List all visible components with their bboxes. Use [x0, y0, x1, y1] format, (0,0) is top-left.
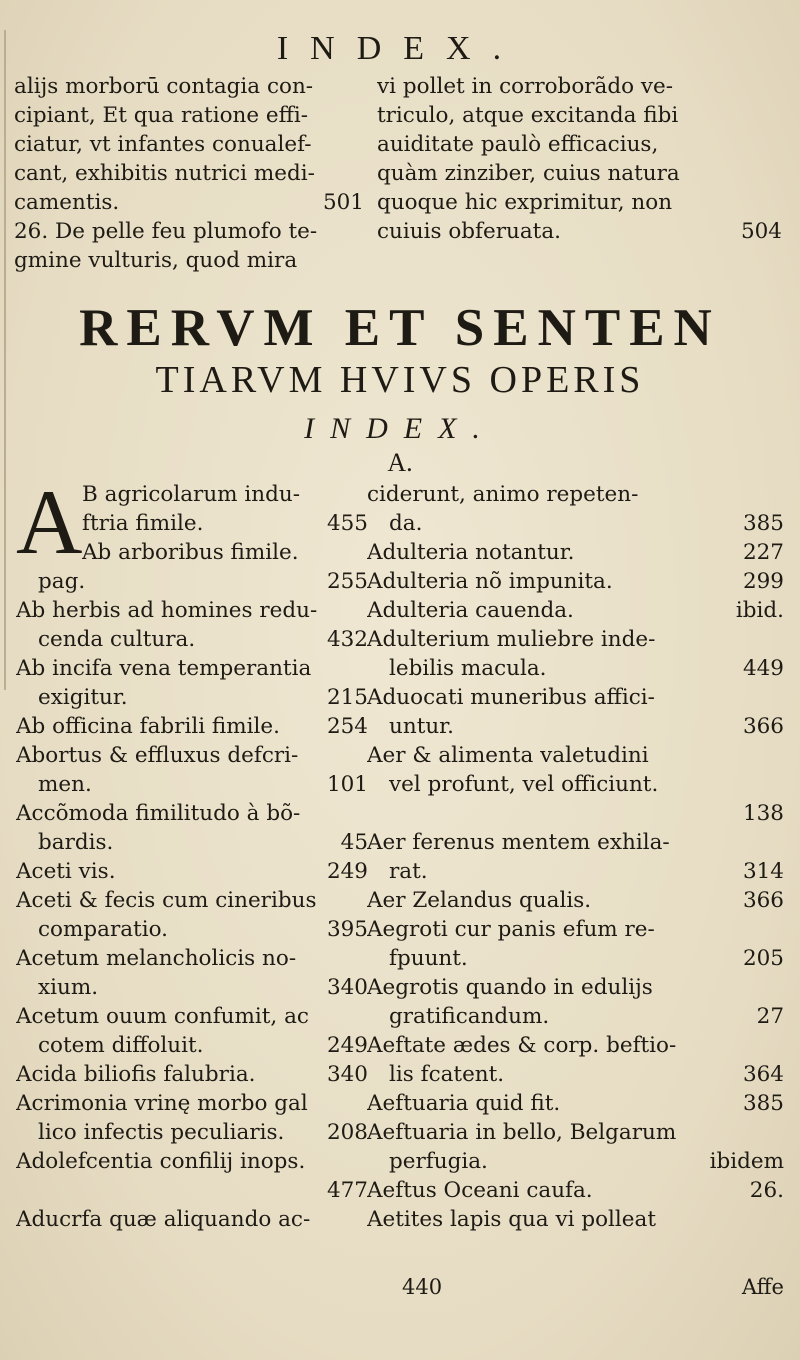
page-reference: 366	[742, 714, 784, 739]
previous-index-left-column	[14, 72, 364, 275]
index-entry-line	[16, 596, 368, 625]
page-reference: 340	[326, 975, 368, 1000]
entry-text: Aduocati muneribus affici-	[367, 685, 655, 710]
entry-text: B agricolarum indu-	[82, 482, 300, 507]
entry-text: fpuunt.	[389, 946, 468, 971]
index-entry-line	[82, 509, 368, 538]
entry-text: Adulteria notantur.	[367, 540, 575, 565]
page-reference: 255	[326, 569, 368, 594]
entry-text: Aeftuaria quid fit.	[367, 1091, 561, 1116]
index-entry-line	[367, 973, 784, 1002]
entry-text: Ab herbis ad homines redu-	[16, 598, 318, 623]
page-reference: 366	[742, 888, 784, 913]
index-entry-line	[367, 944, 784, 973]
index-entry-line	[16, 654, 368, 683]
entry-text: men.	[38, 772, 92, 797]
section-title-line3: INDEX.	[304, 412, 496, 445]
index-entry-line	[367, 886, 784, 915]
entry-text: Adulteria cauenda.	[367, 598, 574, 623]
entry-text: vi pollet in corroborãdo ve-	[377, 74, 674, 99]
entry-text: Adulteria nõ impunita.	[367, 569, 613, 594]
entry-text: Aducrfa quæ aliquando ac-	[16, 1207, 311, 1232]
entry-text: exigitur.	[38, 685, 128, 710]
index-entry-line	[367, 1205, 784, 1234]
index-entry-line	[377, 159, 782, 188]
entry-text: lico infectis peculiaris.	[38, 1120, 285, 1145]
index-entry-line	[16, 683, 368, 712]
index-entry-line	[16, 1205, 368, 1234]
index-entry-line	[16, 741, 368, 770]
entry-text: Aeftate ædes & corp. beftio-	[367, 1033, 677, 1058]
entry-text: camentis.	[14, 190, 120, 215]
entry-text: ftria fimile.	[82, 511, 204, 536]
previous-index-right-column	[377, 72, 782, 246]
entry-text: Aegroti cur panis efum re-	[367, 917, 655, 942]
entry-text: bardis.	[38, 830, 114, 855]
index-entry-line	[16, 828, 368, 857]
page-reference: ibid.	[735, 598, 784, 623]
index-entry-line	[16, 915, 368, 944]
index-entry-line	[16, 799, 368, 828]
index-entry-line	[367, 596, 784, 625]
index-entry-line	[367, 857, 784, 886]
entry-text: lis fcatent.	[389, 1062, 505, 1087]
index-entry-line	[367, 915, 784, 944]
page-reference: 45	[340, 830, 368, 855]
entry-text: Abortus & effluxus defcri-	[16, 743, 299, 768]
entry-text: untur.	[389, 714, 454, 739]
index-entry-line	[16, 770, 368, 799]
page-reference: 455	[326, 511, 368, 536]
page-reference: 432	[326, 627, 368, 652]
entry-text: Aceti & fecis cum cineribus	[16, 888, 317, 913]
entry-text: Aceti vis.	[16, 859, 116, 884]
entry-text: auiditate paulò efficacius,	[377, 132, 659, 157]
index-entry-line	[367, 1031, 784, 1060]
entry-text: cipiant, Et qua ratione effi-	[14, 103, 309, 128]
entry-text: Acrimonia vrinę morbo gal	[16, 1091, 308, 1116]
index-entry-line	[16, 1147, 368, 1176]
entry-text: lebilis macula.	[389, 656, 547, 681]
page-reference: 299	[742, 569, 784, 594]
index-entry-line	[367, 625, 784, 654]
entry-text: ciderunt, animo repeten-	[367, 482, 639, 507]
index-entry-line	[377, 217, 782, 246]
page-reference: 364	[742, 1062, 784, 1087]
index-entry-line	[367, 538, 784, 567]
index-left-column	[16, 471, 368, 1234]
index-entry-line	[14, 72, 364, 101]
index-entry-line	[377, 72, 782, 101]
entry-text: Aeftus Oceani caufa.	[367, 1178, 593, 1203]
index-entry-line	[16, 857, 368, 886]
index-entry-line	[82, 538, 368, 567]
index-entry-line	[16, 1118, 368, 1147]
page-reference: 26.	[749, 1178, 784, 1203]
entry-text: cuiuis obferuata.	[377, 219, 561, 244]
entry-text: Accõmoda fimilitudo à bõ-	[16, 801, 301, 826]
drop-cap: A	[16, 471, 83, 573]
index-entry-line	[367, 654, 784, 683]
entry-text: Ab officina fabrili fimile.	[16, 714, 280, 739]
page-reference: 340	[326, 1062, 368, 1087]
index-entry-line	[367, 741, 784, 770]
index-entry-line	[367, 770, 784, 799]
page-reference: 395	[326, 917, 368, 942]
index-entry-line	[367, 1089, 784, 1118]
index-entry-line	[16, 973, 368, 1002]
entry-text: perfugia.	[389, 1149, 488, 1174]
index-entry-line	[14, 217, 364, 246]
entry-text: Ab arboribus fimile.	[82, 540, 299, 565]
entry-text: cenda cultura.	[38, 627, 196, 652]
index-entry-line	[367, 1176, 784, 1205]
entry-text: vel profunt, vel officiunt.	[389, 772, 659, 797]
entry-text: xium.	[38, 975, 99, 1000]
entry-text: Acetum melancholicis no-	[16, 946, 297, 971]
index-entry-line	[367, 567, 784, 596]
entry-text: cant, exhibitis nutrici medi-	[14, 161, 315, 186]
index-entry-line	[367, 1147, 784, 1176]
page-reference: 208	[326, 1120, 368, 1145]
page-reference: ibidem	[709, 1149, 784, 1174]
entry-text: gratificandum.	[389, 1004, 550, 1029]
footer-number: 440	[402, 1275, 443, 1299]
page-reference: 249	[326, 859, 368, 884]
page-reference: 138	[742, 801, 784, 826]
index-entry-line	[16, 1089, 368, 1118]
section-title-line1: RERVM ET SENTEN	[79, 299, 721, 357]
index-entry-line	[367, 509, 784, 538]
index-entry-line	[16, 712, 368, 741]
section-letter: A.	[387, 448, 413, 477]
index-right-column	[367, 480, 784, 1234]
index-entry-line	[367, 712, 784, 741]
index-entry-line	[367, 1002, 784, 1031]
page-reference: 385	[742, 511, 784, 536]
page-reference: 477	[326, 1178, 368, 1203]
index-entry-line	[367, 1060, 784, 1089]
entry-text: Aer ferenus mentem exhila-	[367, 830, 670, 855]
index-entry-line	[367, 1118, 784, 1147]
index-entry-line	[16, 567, 368, 596]
entry-text: gmine vulturis, quod mira	[14, 248, 298, 273]
page-reference: 205	[742, 946, 784, 971]
index-entry-line	[16, 1176, 368, 1205]
index-entry-line	[14, 130, 364, 159]
index-entry-line	[14, 188, 364, 217]
entry-text: da.	[389, 511, 423, 536]
page-reference: 504	[740, 219, 782, 244]
index-entry-line	[367, 799, 784, 828]
entry-text: 26. De pelle feu plumofo te-	[14, 219, 318, 244]
entry-text: Aeftuaria in bello, Belgarum	[367, 1120, 677, 1145]
entry-text: ciatur, vt infantes conualef-	[14, 132, 312, 157]
page-reference: 249	[326, 1033, 368, 1058]
entry-text: Aetites lapis qua vi polleat	[367, 1207, 656, 1232]
page-reference: 385	[742, 1091, 784, 1116]
entry-text: triculo, atque excitanda fibi	[377, 103, 679, 128]
index-entry-line	[16, 1060, 368, 1089]
index-entry-line	[16, 625, 368, 654]
entry-text: quoque hic exprimitur, non	[377, 190, 673, 215]
index-entry-line	[367, 480, 784, 509]
page-reference: 101	[326, 772, 368, 797]
entry-text: comparatio.	[38, 917, 168, 942]
index-entry-line	[14, 246, 364, 275]
entry-text: Aer Zelandus qualis.	[367, 888, 592, 913]
index-entry-line	[16, 886, 368, 915]
page-reference: 27	[756, 1004, 784, 1029]
section-title-line2: TIARVM HVIVS OPERIS	[155, 359, 645, 401]
index-entry-line	[377, 101, 782, 130]
entry-text: Adolefcentia confilij inops.	[16, 1149, 306, 1174]
entry-text: Ab incifa vena temperantia	[16, 656, 312, 681]
entry-text: quàm zinziber, cuius natura	[377, 161, 680, 186]
index-entry-line	[16, 1031, 368, 1060]
page-reference: 449	[742, 656, 784, 681]
entry-text: Acetum ouum confumit, ac	[16, 1004, 309, 1029]
index-entry-line	[14, 159, 364, 188]
page-reference: 314	[742, 859, 784, 884]
entry-text: Aer & alimenta valetudini	[367, 743, 649, 768]
index-entry-line	[367, 683, 784, 712]
index-entry-line	[367, 828, 784, 857]
page-reference: 215	[326, 685, 368, 710]
entry-text: Aegrotis quando in edulijs	[367, 975, 653, 1000]
entry-text: cotem diffoluit.	[38, 1033, 204, 1058]
entry-text: alijs morborū contagia con-	[14, 74, 314, 99]
index-entry-line	[82, 480, 368, 509]
running-head: INDEX.	[276, 30, 524, 67]
page-reference: 254	[326, 714, 368, 739]
index-entry-line	[377, 130, 782, 159]
index-entry-line	[16, 1002, 368, 1031]
entry-text: rat.	[389, 859, 428, 884]
entry-text: pag.	[38, 569, 86, 594]
index-entry-line	[377, 188, 782, 217]
index-entry-line	[14, 101, 364, 130]
catchword: Affe	[741, 1275, 784, 1299]
index-entry-line	[16, 944, 368, 973]
entry-text: Acida biliofis falubria.	[16, 1062, 256, 1087]
page-reference: 227	[742, 540, 784, 565]
page-reference: 501	[322, 190, 364, 215]
entry-text: Adulterium muliebre inde-	[367, 627, 656, 652]
